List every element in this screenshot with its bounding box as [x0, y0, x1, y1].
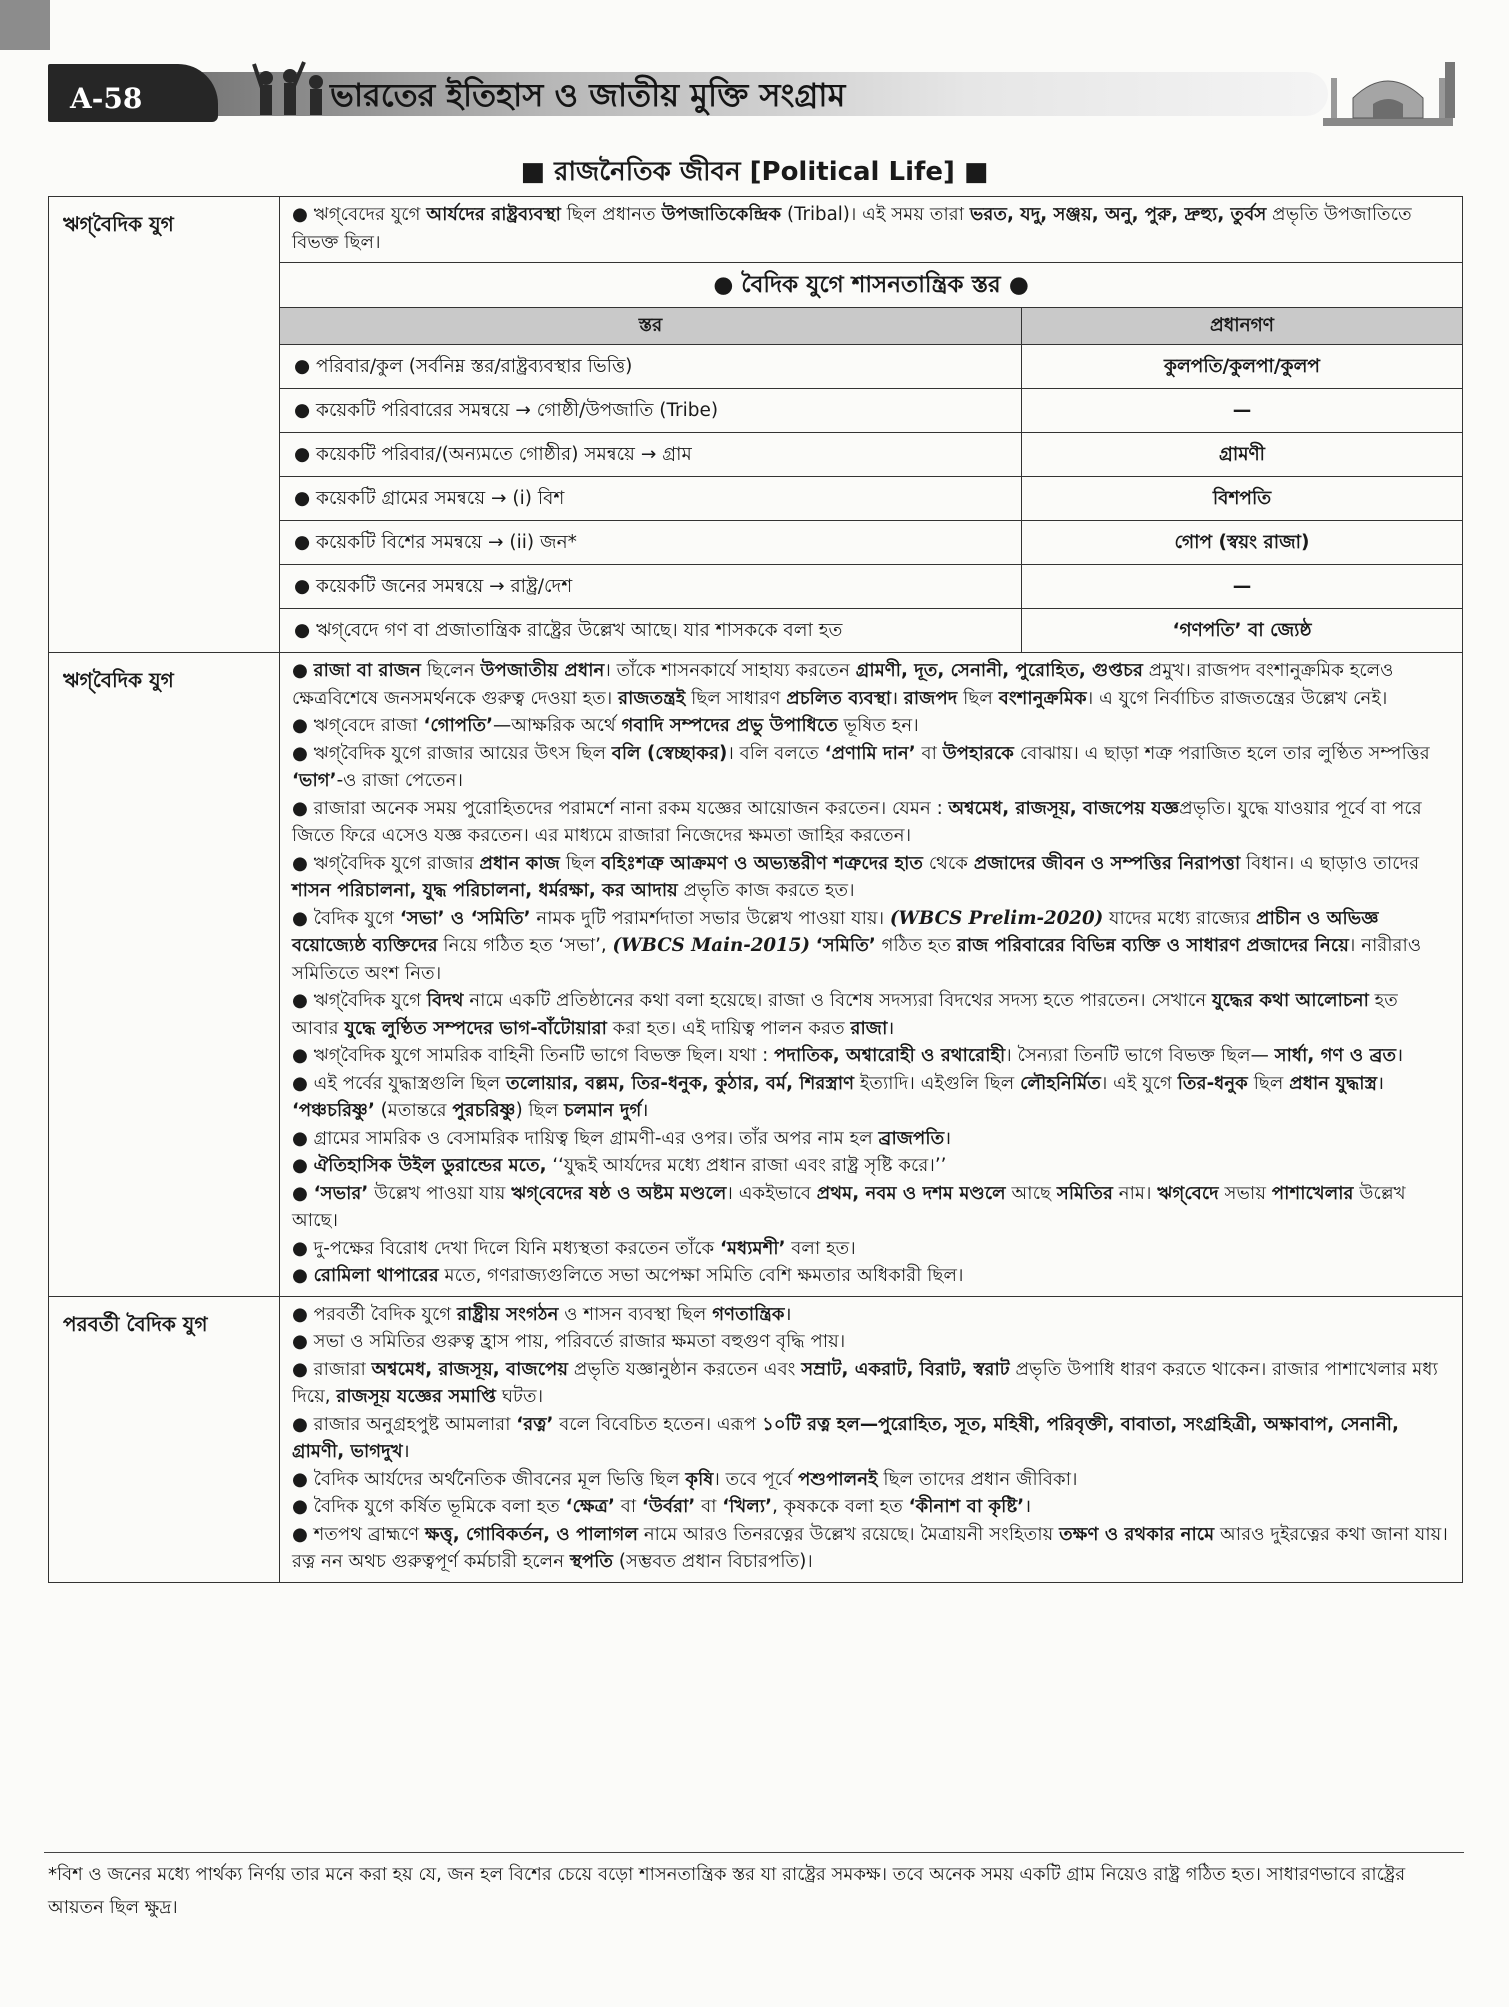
tier-chief: বিশপতি: [1022, 477, 1463, 521]
tier-level: ● কয়েকটি জনের সমন্বয়ে → রাষ্ট্র/দেশ: [280, 565, 1022, 609]
bullet-paragraph: ● গ্রামের সামরিক ও বেসামরিক দায়িত্ব ছিল গ্রামণী-এর ওপর। তাঁর অপর নাম হল ব্রাজপতি।: [292, 1127, 952, 1149]
tier-row: [280, 477, 1462, 521]
corner-tab: [0, 0, 50, 50]
content-cell: [280, 653, 1463, 1297]
content-cell: [280, 1296, 1463, 1582]
header-tier: স্তর: [280, 308, 1022, 345]
footnote-divider: [44, 1852, 1464, 1853]
section-title: ■ রাজনৈতিক জীবন [Political Life] ■: [520, 157, 989, 187]
tier-chief: ‘গণপতি’ বা জ্যেষ্ঠ: [1022, 609, 1463, 653]
tier-chief: গ্রামণী: [1022, 433, 1463, 477]
table-row: [49, 197, 1463, 653]
tier-row: [280, 521, 1462, 565]
tier-row: [280, 433, 1462, 477]
bullet-paragraph: ● ঐতিহাসিক উইল ডুরান্ডের মতে, ‘‘যুদ্ধই আর্যদের মধ্যে প্রধান রাজা এবং রাষ্ট্র সৃষ্টি করে।’’: [292, 1155, 947, 1176]
bullet-paragraph: ● এই পর্বের যুদ্ধাস্ত্রগুলি ছিল তলোয়ার, বল্লম, তির-ধনুক, কুঠার, বর্ম, শিরস্ত্রাণ ইত্যাদি। এইগুলি ছিল লৌহনির্মিত। এই যুগে তির-ধনুক ছিল প্রধান যুদ্ধাস্ত্র। ‘পঞ্চচরিষ্ণু’ (মতান্তরে পুরচরিষ্ণু) ছিল চলমান দুর্গ।: [292, 1072, 1384, 1121]
bullet-paragraph: ● ঋগ্‌বৈদিক যুগে রাজার প্রধান কাজ ছিল বহিঃশত্রু আক্রমণ ও অভ্যন্তরীণ শত্রুদের হাত থেকে প্রজাদের জীবন ও সম্পত্তির নিরাপত্তা বিধান। এ ছাড়াও তাদের শাসন পরিচালনা, যুদ্ধ পরিচালনা, ধর্মরক্ষা, কর আদায় প্রভৃতি কাজ করতে হত।: [292, 852, 1420, 901]
bullet-paragraph: ● সভা ও সমিতির গুরুত্ব হ্রাস পায়, পরিবর্তে রাজার ক্ষমতা বহুগুণ বৃদ্ধি পায়।: [292, 1331, 846, 1352]
bullet-paragraph: ● ঋগ্‌বেদে রাজা ‘গোপতি’—আক্ষরিক অর্থে গবাদি সম্পদের প্রভু উপাধিতে ভূষিত হন।: [292, 715, 919, 736]
period-label: ঋগ্‌বৈদিক যুগ: [49, 653, 280, 1297]
page-number: A-58: [70, 82, 143, 115]
bullet-paragraph: ● রাজারা অনেক সময় পুরোহিতদের পরামর্শে নানা রকম যজ্ঞের আয়োজন করতেন। যেমন : অশ্বমেধ, রাজসূয়, বাজপেয় যজ্ঞপ্রভৃতি। যুদ্ধে যাওয়ার পূর্বে বা পরে জিতে ফিরে এসেও যজ্ঞ করতেন। এর মাধ্যমে রাজারা নিজেদের ক্ষমতা জাহির করতেন।: [292, 797, 1422, 846]
taj-mahal-icon: [1313, 58, 1463, 128]
bullet-paragraph: ● ঋগ্‌বৈদিক যুগে রাজার আয়ের উৎস ছিল বলি (স্বেচ্ছাকর)। বলি বলতে ‘প্রণামি দান’ বা উপহারকে বোঝায়। এ ছাড়া শত্রু পরাজিত হলে তার লুণ্ঠিত সম্পত্তির ‘ভাগ’-ও রাজা পেতেন।: [292, 742, 1430, 791]
bullet-paragraph: ● পরবর্তী বৈদিক যুগে রাষ্ট্রীয় সংগঠন ও শাসন ব্যবস্থা ছিল গণতান্ত্রিক।: [292, 1303, 792, 1325]
period-label: পরবর্তী বৈদিক যুগ: [49, 1296, 280, 1582]
freedom-fighters-icon: [248, 58, 338, 122]
intro-paragraph: ● ঋগ্‌বেদের যুগে আর্যদের রাষ্ট্রব্যবস্থা ছিল প্রধানত উপজাতিকেন্দ্রিক (Tribal)। এই সময় তারা ভরত, যদু, সঞ্জয়, অনু, পুরু, দ্রুহ্যু, তুর্বস প্রভৃতি উপজাতিতে বিভক্ত ছিল।: [292, 204, 1412, 253]
tier-level: ● কয়েকটি পরিবারের সমন্বয়ে → গোষ্ঠী/উপজাতি (Tribe): [280, 389, 1022, 433]
bullet-paragraph: ● বৈদিক যুগে ‘সভা’ ও ‘সমিতি’ নামক দুটি পরামর্শদাতা সভার উল্লেখ পাওয়া যায়। (WBCS Prelim-2020) যাদের মধ্যে রাজ্যের প্রাচীন ও অভিজ্ঞ বয়োজ্যেষ্ঠ ব্যক্তিদের নিয়ে গঠিত হত ‘সভা’, (WBCS Main-2015) ‘সমিতি’ গঠিত হত রাজ পরিবারের বিভিন্ন ব্যক্তি ও সাধারণ প্রজাদের নিয়ে। নারীরাও সমিতিতে অংশ নিত।: [292, 907, 1422, 984]
header-page-tab: [48, 64, 218, 122]
bullet-paragraph: ● বৈদিক যুগে কর্ষিত ভূমিকে বলা হত ‘ক্ষেত্র’ বা ‘উর্বরা’ বা ‘খিল্য’, কৃষককে বলা হত ‘কীনাশ বা কৃষ্টি’।: [292, 1496, 1032, 1517]
tier-row: [280, 609, 1462, 653]
bullet-paragraph: ● ‘সভার’ উল্লেখ পাওয়া যায় ঋগ্‌বেদের ষষ্ঠ ও অষ্টম মণ্ডলে। একইভাবে প্রথম, নবম ও দশম মণ্ডলে আছে সমিতির নাম। ঋগ্‌বেদে সভায় পাশাখেলার উল্লেখ আছে।: [292, 1182, 1406, 1231]
table-row: [49, 653, 1463, 1297]
tier-chief: —: [1022, 389, 1463, 433]
tier-table-title: ● বৈদিক যুগে শাসনতান্ত্রিক স্তর ●: [280, 262, 1462, 307]
bullet-paragraph: ● বৈদিক আর্যদের অর্থনৈতিক জীবনের মূল ভিত্তি ছিল কৃষি। তবে পূর্বে পশুপালনই ছিল তাদের প্রধান জীবিকা।: [292, 1468, 1078, 1490]
tier-chief: —: [1022, 565, 1463, 609]
bullet-paragraph: ● ঋগ্‌বৈদিক যুগে সামরিক বাহিনী তিনটি ভাগে বিভক্ত ছিল। যথা : পদাতিক, অশ্বারোহী ও রথারোহী। সৈন্যরা তিনটি ভাগে বিভক্ত ছিল— সার্ধা, গণ ও ব্রত।: [292, 1045, 1404, 1066]
bullet-paragraph: ● শতপথ ব্রাহ্মণে ক্ষত্তৃ, গোবিকর্তন, ও পালাগল নামে আরও তিনরত্নের উল্লেখ রয়েছে। মৈত্রায়নী সংহিতায় তক্ষণ ও রথকার নামে আরও দুইরত্নের কথা জানা যায়। রত্ন নন অথচ গুরুত্বপূর্ণ কর্মচারী হলেন স্থপতি (সম্ভবত প্রধান বিচারপতি)।: [292, 1523, 1448, 1572]
table-row: [49, 1296, 1463, 1582]
tier-table-header: [280, 308, 1462, 345]
tier-level: ● কয়েকটি পরিবার/(অন্যমতে গোষ্ঠীর) সমন্বয়ে → গ্রাম: [280, 433, 1022, 477]
content-table: [48, 196, 1463, 1583]
tier-row: [280, 345, 1462, 389]
tier-chief: গোপ (স্বয়ং রাজা): [1022, 521, 1463, 565]
tier-level: ● কয়েকটি বিশের সমন্বয়ে → (ii) জন*: [280, 521, 1022, 565]
book-title: ভারতের ইতিহাস ও জাতীয় মুক্তি সংগ্রাম: [330, 76, 846, 114]
bullet-paragraph: ● রোমিলা থাপারের মতে, গণরাজ্যগুলিতে সভা অপেক্ষা সমিতি বেশি ক্ষমতার অধিকারী ছিল।: [292, 1265, 964, 1286]
header-chief: প্রধানগণ: [1022, 308, 1463, 345]
page-header: [48, 58, 1463, 128]
tier-level: ● পরিবার/কুল (সর্বনিম্ন স্তর/রাষ্ট্রব্যবস্থার ভিত্তি): [280, 345, 1022, 389]
period-label: ঋগ্‌বৈদিক যুগ: [49, 197, 280, 653]
tier-level: ● ঋগ্‌বেদে গণ বা প্রজাতান্ত্রিক রাষ্ট্রের উল্লেখ আছে। যার শাসককে বলা হত: [280, 609, 1022, 653]
footnote: *বিশ ও জনের মধ্যে পার্থক্য নির্ণয় তার মনে করা হয় যে, জন হল বিশের চেয়ে বড়ো শাসনতান্ত্রিক স্তর যা রাষ্ট্রের সমকক্ষ। তবে অনেক সময় একটি গ্রাম নিয়েও রাষ্ট্র গঠিত হত। সাধারণভাবে রাষ্ট্রের আয়তন ছিল ক্ষুদ্র।: [48, 1864, 1406, 1918]
bullet-paragraph: ● রাজার অনুগ্রহপুষ্ট আমলারা ‘রত্ন’ বলে বিবেচিত হতেন। এরূপ ১০টি রত্ন হল—পুরোহিত, সূত, মহিষী, পরিবৃক্তী, বাবাতা, সংগ্রহিত্রী, অক্ষাবাপ, সেনানী, গ্রামণী, ভাগদুখ।: [292, 1413, 1399, 1462]
bullet-paragraph: ● রাজা বা রাজন ছিলেন উপজাতীয় প্রধান। তাঁকে শাসনকার্যে সাহায্য করতেন গ্রামণী, দূত, সেনানী, পুরোহিত, গুপ্তচর প্রমুখ। রাজপদ বংশানুক্রমিক হলেও ক্ষেত্রবিশেষে জনসমর্থনকে গুরুত্ব দেওয়া হত। রাজতন্ত্রই ছিল সাধারণ প্রচলিত ব্যবস্থা। রাজপদ ছিল বংশানুক্রমিক। এ যুগে নির্বাচিত রাজতন্ত্রের উল্লেখ নেই।: [292, 660, 1394, 709]
tier-chief: কুলপতি/কুলপা/কুলপ: [1022, 345, 1463, 389]
tier-row: [280, 389, 1462, 433]
tier-row: [280, 565, 1462, 609]
bullet-paragraph: ● দু-পক্ষের বিরোধ দেখা দিলে যিনি মধ্যস্থতা করতেন তাঁকে ‘মধ্যমশী’ বলা হত।: [292, 1237, 856, 1259]
bullet-paragraph: ● রাজারা অশ্বমেধ, রাজসূয়, বাজপেয় প্রভৃতি যজ্ঞানুষ্ঠান করতেন এবং সম্রাট, একরাট, বিরাট, স্বরাট প্রভৃতি উপাধি ধারণ করতে থাকেন। রাজার পাশাখেলার মধ্য দিয়ে, রাজসূয় যজ্ঞের সমাপ্তি ঘটত।: [292, 1358, 1438, 1407]
tier-table: [280, 262, 1462, 652]
tier-level: ● কয়েকটি গ্রামের সমন্বয়ে → (i) বিশ: [280, 477, 1022, 521]
bullet-paragraph: ● ঋগ্‌বৈদিক যুগে বিদথ নামে একটি প্রতিষ্ঠানের কথা বলা হয়েছে। রাজা ও বিশেষ সদস্যরা বিদথের সদস্য হতে পারতেন। সেখানে যুদ্ধের কথা আলোচনা হত আবার যুদ্ধে লুণ্ঠিত সম্পদের ভাগ-বাঁটোয়ারা করা হত। এই দায়িত্ব পালন করত রাজা।: [292, 990, 1398, 1039]
content-cell: [280, 197, 1463, 653]
